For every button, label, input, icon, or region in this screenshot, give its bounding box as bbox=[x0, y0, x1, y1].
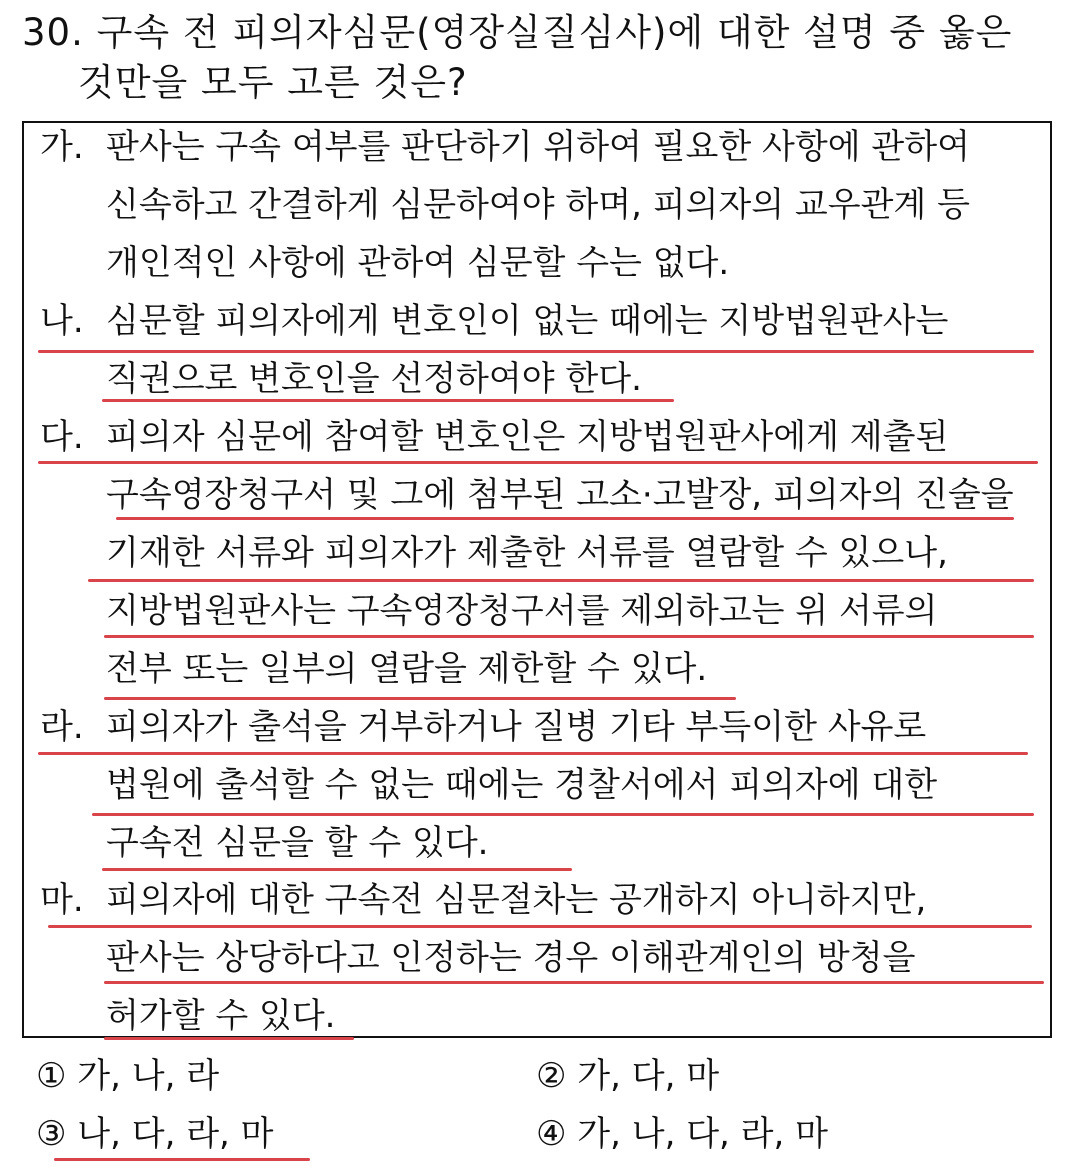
annotation-underline bbox=[116, 517, 1014, 520]
annotation-underline bbox=[54, 1158, 310, 1161]
statement-line: 구속전 심문을 할 수 있다. bbox=[106, 823, 489, 863]
statement-line: 직권으로 변호인을 선정하여야 한다. bbox=[106, 359, 642, 399]
statement-line: 전부 또는 일부의 열람을 제한할 수 있다. bbox=[106, 649, 708, 689]
statement-line: 피의자 심문에 참여할 변호인은 지방법원판사에게 제출된 bbox=[106, 417, 949, 457]
question bbox=[22, 8, 1062, 108]
statement-line: 피의자가 출석을 거부하거나 질병 기타 부득이한 사유로 bbox=[106, 707, 927, 747]
annotation-underline bbox=[104, 981, 1044, 984]
annotation-underline bbox=[38, 752, 1028, 755]
option-2[interactable]: ② 가, 다, 마 bbox=[536, 1056, 720, 1096]
statement-label: 가. bbox=[40, 127, 84, 167]
statement-line: 구속영장청구서 및 그에 첨부된 고소·고발장, 피의자의 진술을 bbox=[106, 475, 1014, 515]
annotation-underline bbox=[38, 350, 1034, 353]
option-1[interactable]: ① 가, 나, 라 bbox=[36, 1056, 220, 1096]
annotation-underline bbox=[102, 399, 674, 402]
statement-line: 피의자에 대한 구속전 심문절차는 공개하지 아니하지만, bbox=[106, 880, 927, 920]
annotation-underline bbox=[104, 1037, 354, 1040]
statement-line: 지방법원판사는 구속영장청구서를 제외하고는 위 서류의 bbox=[106, 591, 938, 631]
statement-line: 개인적인 사항에 관하여 심문할 수는 없다. bbox=[106, 243, 730, 283]
option-3[interactable]: ③ 나, 다, 라, 마 bbox=[36, 1114, 274, 1154]
annotation-underline bbox=[104, 635, 1034, 638]
statement-line: 심문할 피의자에게 변호인이 없는 때에는 지방법원판사는 bbox=[106, 301, 949, 341]
statement-line: 기재한 서류와 피의자가 제출한 서류를 열람할 수 있으나, bbox=[106, 533, 948, 573]
question-text-line-1: 구속 전 피의자심문(영장실질심사)에 대한 설명 중 옳은 bbox=[96, 11, 1013, 54]
statement-line: 판사는 구속 여부를 판단하기 위하여 필요한 사항에 관하여 bbox=[106, 127, 970, 167]
annotation-underline bbox=[38, 461, 1038, 464]
statement-line: 판사는 상당하다고 인정하는 경우 이해관계인의 방청을 bbox=[106, 938, 916, 978]
statement-label: 다. bbox=[40, 417, 84, 457]
statement-line: 법원에 출석할 수 없는 때에는 경찰서에서 피의자에 대한 bbox=[106, 765, 938, 805]
annotation-underline bbox=[92, 813, 1034, 816]
annotation-underline bbox=[88, 579, 1034, 582]
statement-line: 허가할 수 있다. bbox=[106, 996, 336, 1036]
option-4[interactable]: ④ 가, 나, 다, 라, 마 bbox=[536, 1114, 828, 1154]
statement-line: 신속하고 간결하게 심문하여야 하며, 피의자의 교우관계 등 bbox=[106, 185, 970, 225]
statement-label: 마. bbox=[40, 880, 84, 920]
statement-label: 라. bbox=[40, 707, 84, 747]
statements-box bbox=[22, 121, 1052, 1038]
annotation-underline bbox=[48, 925, 1032, 928]
statement-label: 나. bbox=[40, 301, 84, 341]
question-text-line-2: 것만을 모두 고른 것은? bbox=[78, 61, 468, 104]
question-number: 30. bbox=[22, 11, 84, 54]
